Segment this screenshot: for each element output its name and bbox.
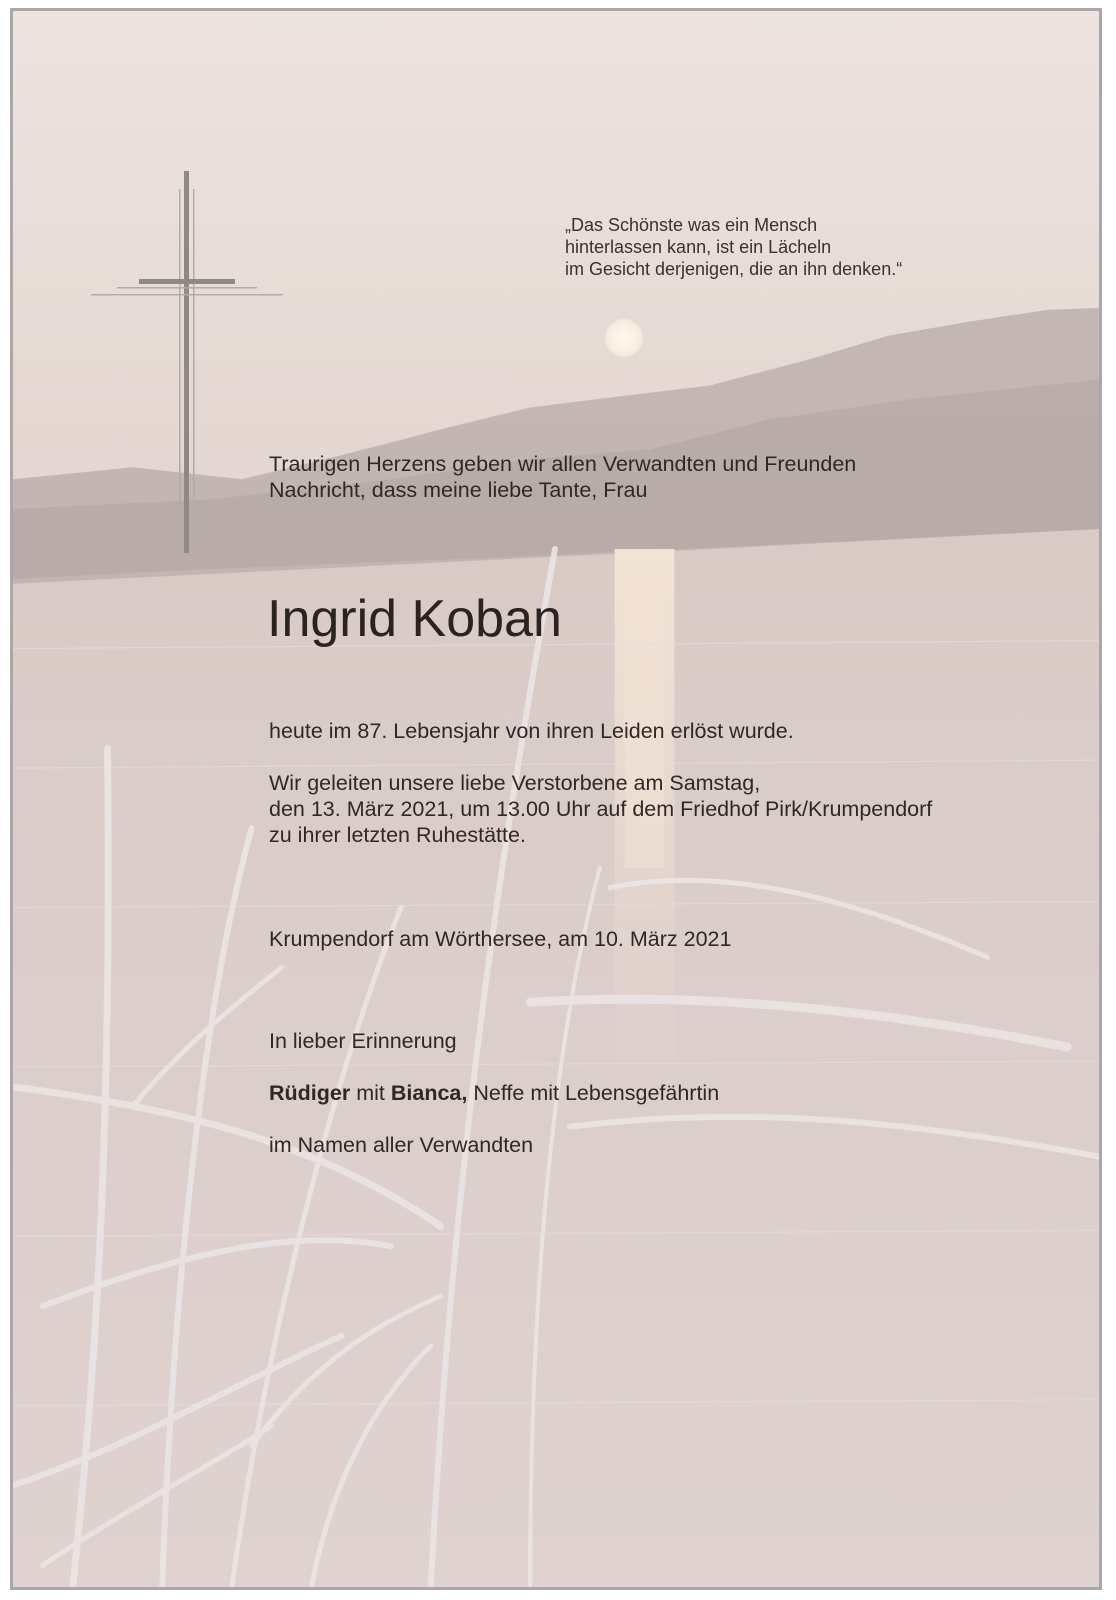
epitaph-quote	[565, 214, 902, 280]
place-date-line: Krumpendorf am Wörthersee, am 10. März 2021	[269, 927, 732, 951]
obituary-card	[10, 8, 1102, 1590]
quote-line: im Gesicht derjenigen, die an ihn denken.“	[565, 259, 903, 279]
funeral-line: zu ihrer letzten Ruhestätte.	[269, 823, 526, 847]
funeral-details	[269, 770, 932, 848]
age-statement	[269, 718, 794, 744]
quote-line: „Das Schönste was ein Mensch	[565, 215, 818, 235]
closing-line	[269, 1132, 533, 1158]
mourner-relation: Neffe mit Lebensgefährtin	[473, 1081, 720, 1105]
mourner-connector: mit	[356, 1081, 385, 1105]
latin-cross-icon	[87, 171, 287, 571]
sun-icon	[605, 319, 643, 357]
intro-line: Traurigen Herzens geben wir allen Verwandten und Freunden	[269, 452, 857, 476]
remembrance-heading	[269, 1028, 457, 1054]
closing-text: im Namen aller Verwandten	[269, 1133, 534, 1157]
mourners-line	[269, 1080, 719, 1106]
intro-line: Nachricht, dass meine liebe Tante, Frau	[269, 478, 648, 502]
mourner-name: Rüdiger	[269, 1081, 351, 1105]
place-and-date	[269, 926, 731, 952]
intro-text	[269, 451, 856, 503]
remembrance-line: In lieber Erinnerung	[269, 1029, 457, 1053]
mourner-name: Bianca,	[390, 1081, 468, 1105]
funeral-line: Wir geleiten unsere liebe Verstorbene am Samstag,	[269, 771, 761, 795]
age-line: heute im 87. Lebensjahr von ihren Leiden erlöst wurde.	[269, 719, 794, 743]
funeral-line: den 13. März 2021, um 13.00 Uhr auf dem Friedhof Pirk/Krumpendorf	[269, 797, 933, 821]
quote-line: hinterlassen kann, ist ein Lächeln	[565, 237, 832, 257]
deceased-name: Ingrid Koban	[267, 590, 562, 648]
